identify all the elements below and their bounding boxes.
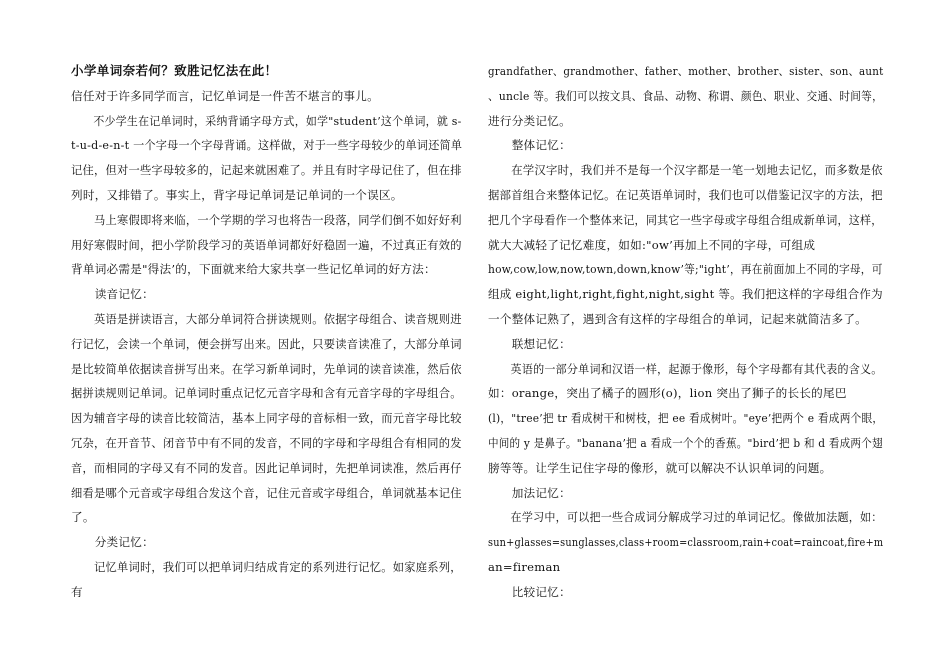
text-line: 比较记忆：: [488, 584, 571, 599]
text-line: 不少学生在记单词时，采纳背诵字母方式，如学"student’这个单词，就 s-: [71, 113, 462, 128]
text-line: sun+glasses=sunglasses,class+room=classroom,rain+coat=raincoat,fire+m: [488, 535, 884, 550]
text-line: 据部首组合来整体记忆。在记英语单词时，我们也可以借鉴记汉字的方法，把: [488, 188, 883, 202]
text-line: 细看是哪个元音或字母组合发这个音，记住元音或字母组合，单词就基本记住: [71, 485, 462, 500]
text-line: 了。: [71, 510, 95, 525]
text-line: 信任对于许多同学而言，记忆单词是一件苦不堪言的事儿。: [71, 88, 379, 103]
text-line: 就大大减轻了记忆难度，如如:"ow’再加上不同的字母，可组成: [488, 237, 816, 252]
text-line: 加法记忆：: [488, 485, 571, 500]
text-line: 在学习中，可以把一些合成词分解成学习过的单词记忆。像做加法题，如：: [488, 510, 883, 525]
text-line: 膀等等。让学生记住字母的像形，就可以解决不认识单词的问题。: [488, 460, 832, 475]
page-title: 小学单词奈若何？致胜记忆法在此！: [71, 63, 278, 78]
text-line: 英语的一部分单词和汉语一样，起源于像形，每个字母都有其代表的含义。: [488, 361, 883, 376]
text-line: 英语是拼读语言，大部分单词符合拼读规则。依据字母组合、读音规则进: [71, 312, 462, 326]
text-line: grandfather、grandmother、father、mother、brother、sister、son、aunt: [488, 64, 884, 78]
text-line: 整体记忆：: [488, 138, 571, 153]
text-line: 如：orange，突出了橘子的圆形(o)，lion 突出了狮子的长长的尾巴: [488, 386, 847, 401]
text-line: 音，而相同的字母又有不同的发音。因此记单词时，先把单词读准，然后再仔: [71, 460, 462, 475]
text-line: 背单词必需是"得法’的，下面就来给大家共享一些记忆单词的好方法：: [71, 262, 436, 277]
text-line: 是比较简单依据读音拼写出来。在学习新单词时，先单词的读音读准，然后依: [71, 361, 462, 376]
text-line: 读音记忆：: [71, 287, 154, 302]
text-line: 记住，但对一些字母较多的，记起来就困难了。并且有时字母记住了，但在排: [71, 163, 462, 178]
text-line: (l)，"tree’把 tr 看成树干和树枝，把 ee 看成树叶。"eye’把两个 e 看成两个眼，: [488, 411, 884, 426]
text-line: 马上寒假即将来临，一个学期的学习也将告一段落，同学们倒不如好好利: [71, 212, 462, 227]
text-line: 有: [71, 584, 83, 599]
text-line: 列时，又排错了。事实上，背字母记单词是记单词的一个误区。: [71, 188, 403, 202]
text-line: 组成 eight,light,right,fight,night,sight 等。我们把这样的字母组合作为: [488, 287, 883, 302]
text-line: 行记忆，会读一个单词，便会拼写出来。因此，只要读音读准了，大部分单词: [71, 336, 462, 351]
text-line: 把几个字母看作一个整体来记，同其它一些字母或字母组合组成新单词，这样，: [488, 212, 883, 227]
text-line: 在学汉字时，我们并不是每一个汉字都是一笔一划地去记忆，而多数是依: [488, 163, 883, 178]
text-line: an=fireman: [488, 560, 561, 574]
text-line: 、uncle 等。我们可以按文具、食品、动物、称谓、颜色、职业、交通、时间等，: [488, 88, 884, 103]
text-line: 分类记忆：: [71, 535, 154, 550]
text-line: 因为辅音字母的读音比较简洁，基本上同字母的音标相一致，而元音字母比较: [71, 411, 462, 426]
text-line: 进行分类记忆。: [488, 113, 571, 128]
text-line: 联想记忆：: [488, 336, 571, 351]
text-line: 据拼读规则记单词。记单词时重点记忆元音字母和含有元音字母的字母组合。: [71, 386, 462, 401]
text-line: t-u-d-e-n-t 一个字母一个字母背诵。这样做，对于一些字母较少的单词还简单: [71, 138, 463, 153]
text-line: 冗杂，在开音节、闭音节中有不同的发音，不同的字母和字母组合有相同的发: [71, 436, 462, 450]
text-line: 用好寒假时间，把小学阶段学习的英语单词都好好稳固一遍，不过真正有效的: [71, 237, 462, 252]
text-line: 一个整体记熟了，遇到含有这样的字母组合的单词，记起来就简洁多了。: [488, 312, 868, 326]
text-line: 记忆单词时，我们可以把单词归结成肯定的系列进行记忆。如家庭系列，: [71, 560, 462, 574]
text-line: how,cow,low,now,town,down,know’等;"ight’，再在前面加上不同的字母，可: [488, 262, 883, 277]
text-line: 中间的 y 是鼻子。"banana’把 a 看成一个个的香蕉。"bird’把 b 和 d 看成两个翅: [488, 436, 883, 450]
